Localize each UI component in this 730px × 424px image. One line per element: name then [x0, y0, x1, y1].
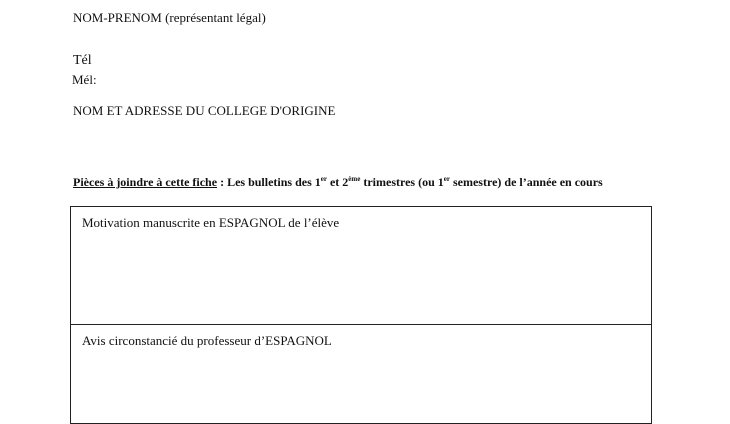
attachments-text-part-2: et 2	[326, 175, 349, 189]
attachments-heading: Pièces à joindre à cette fiche	[73, 175, 218, 189]
attachments-superscript-2: ème	[348, 175, 361, 183]
attachments-superscript-3: er	[443, 175, 450, 183]
motivation-box[interactable]	[70, 206, 652, 325]
attachments-text-part-1: Les bulletins des 1	[227, 175, 321, 189]
legal-representative-name-label: NOM-PRENOM (représentant légal)	[73, 10, 266, 25]
attachments-colon: :	[217, 175, 228, 189]
phone-label: Tél	[73, 53, 92, 68]
attachments-text-part-4: semestre) de l’année en cours	[449, 175, 603, 189]
teacher-opinion-box-label: Avis circonstancié du professeur d’ESPAGNOL	[82, 333, 332, 348]
attachments-instruction	[73, 176, 603, 188]
email-label: Mél:	[72, 72, 97, 87]
origin-college-label: NOM ET ADRESSE DU COLLEGE D'ORIGINE	[73, 103, 336, 118]
attachments-superscript-1: er	[320, 175, 327, 183]
teacher-opinion-box[interactable]	[70, 324, 652, 424]
attachments-text-part-3: trimestres (ou 1	[360, 175, 444, 189]
motivation-box-label: Motivation manuscrite en ESPAGNOL de l’élève	[82, 215, 340, 230]
